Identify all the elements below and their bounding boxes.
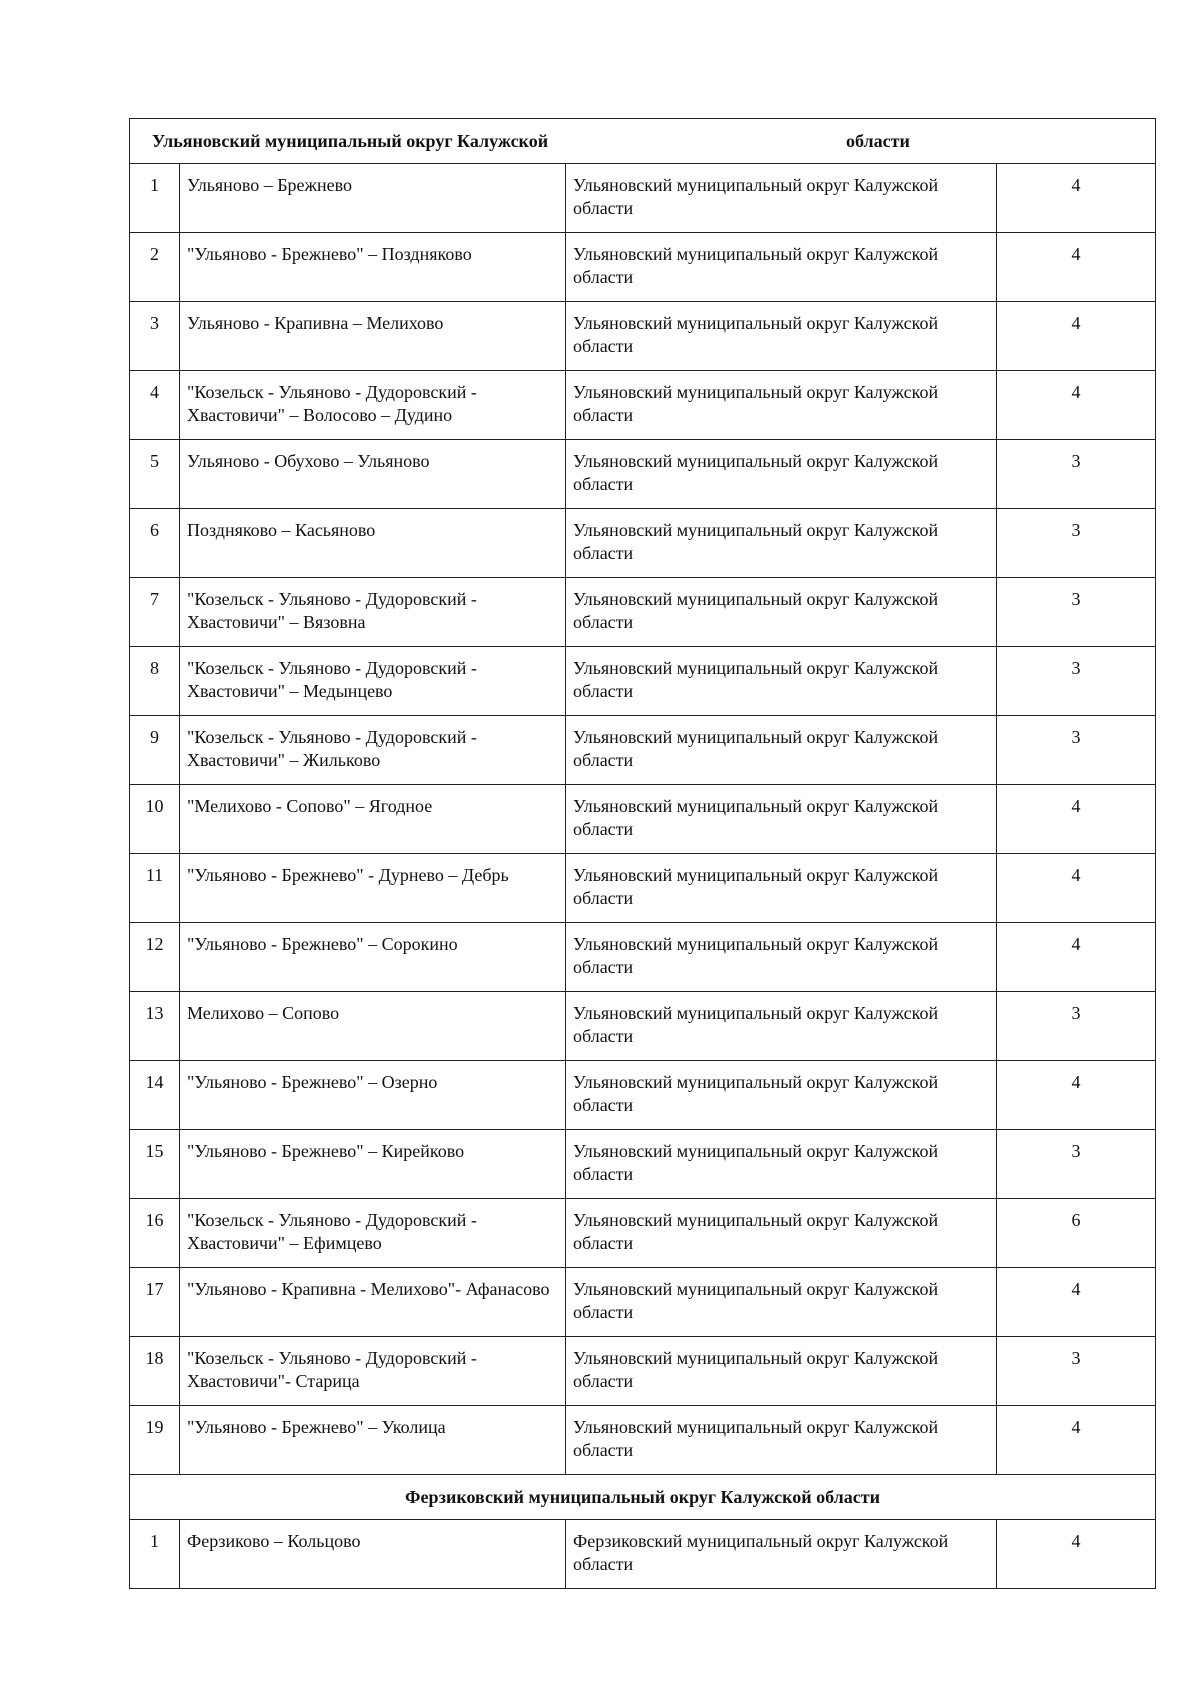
trip-count: 4: [997, 1061, 1156, 1130]
row-number: 8: [130, 647, 180, 716]
row-number: 18: [130, 1337, 180, 1406]
table-row: [130, 854, 1156, 923]
district-name: Ульяновский муниципальный округ Калужской области: [566, 923, 997, 992]
district-name: Ульяновский муниципальный округ Калужской области: [566, 371, 997, 440]
route-name: Поздняково – Касьяново: [180, 509, 566, 578]
table-row: [130, 992, 1156, 1061]
trip-count: 4: [997, 854, 1156, 923]
section-title-left: Ульяновский муниципальный округ Калужской: [152, 131, 549, 151]
district-name: Ульяновский муниципальный округ Калужской области: [566, 785, 997, 854]
trip-count: 3: [997, 509, 1156, 578]
table-row: [130, 1061, 1156, 1130]
route-name: Ульяново - Крапивна – Мелихово: [180, 302, 566, 371]
table-row: [130, 923, 1156, 992]
section-title-right: области: [846, 131, 910, 151]
row-number: 16: [130, 1199, 180, 1268]
table-row: [130, 647, 1156, 716]
district-name: Ульяновский муниципальный округ Калужской области: [566, 302, 997, 371]
district-name: Ульяновский муниципальный округ Калужской области: [566, 647, 997, 716]
trip-count: 4: [997, 1520, 1156, 1589]
row-number: 9: [130, 716, 180, 785]
table-row: [130, 509, 1156, 578]
table-row: [130, 233, 1156, 302]
district-name: Ульяновский муниципальный округ Калужской области: [566, 1199, 997, 1268]
district-name: Ульяновский муниципальный округ Калужской области: [566, 578, 997, 647]
row-number: 14: [130, 1061, 180, 1130]
district-name: Ульяновский муниципальный округ Калужской области: [566, 1337, 997, 1406]
table-row: [130, 440, 1156, 509]
route-name: "Ульяново - Брежнево" - Дурнево – Дебрь: [180, 854, 566, 923]
district-name: Ульяновский муниципальный округ Калужской области: [566, 509, 997, 578]
trip-count: 3: [997, 578, 1156, 647]
row-number: 12: [130, 923, 180, 992]
table-row: [130, 371, 1156, 440]
trip-count: 4: [997, 371, 1156, 440]
table-row: [130, 1199, 1156, 1268]
district-name: Ульяновский муниципальный округ Калужской области: [566, 1130, 997, 1199]
district-name: Ульяновский муниципальный округ Калужской области: [566, 854, 997, 923]
row-number: 5: [130, 440, 180, 509]
row-number: 17: [130, 1268, 180, 1337]
route-name: "Козельск - Ульяново - Дудоровский - Хвастовичи" – Волосово – Дудино: [180, 371, 566, 440]
route-name: "Ульяново - Брежнево" – Озерно: [180, 1061, 566, 1130]
table-row: [130, 302, 1156, 371]
route-name: "Ульяново - Брежнево" – Уколица: [180, 1406, 566, 1475]
table-row: [130, 1268, 1156, 1337]
trip-count: 4: [997, 302, 1156, 371]
trip-count: 4: [997, 785, 1156, 854]
route-name: "Козельск - Ульяново - Дудоровский - Хвастовичи" – Ефимцево: [180, 1199, 566, 1268]
trip-count: 4: [997, 1406, 1156, 1475]
row-number: 13: [130, 992, 180, 1061]
route-name: "Козельск - Ульяново - Дудоровский - Хвастовичи" – Жильково: [180, 716, 566, 785]
district-name: Ульяновский муниципальный округ Калужской области: [566, 440, 997, 509]
section-header-ulyanovsk: [130, 119, 1156, 164]
route-name: "Ульяново - Крапивна - Мелихово"- Афанасово: [180, 1268, 566, 1337]
route-name: Ульяново – Брежнево: [180, 164, 566, 233]
district-name: Ульяновский муниципальный округ Калужской области: [566, 1406, 997, 1475]
trip-count: 3: [997, 647, 1156, 716]
trip-count: 4: [997, 923, 1156, 992]
row-number: 1: [130, 164, 180, 233]
table-row: [130, 1130, 1156, 1199]
trip-count: 3: [997, 1337, 1156, 1406]
trip-count: 4: [997, 233, 1156, 302]
route-name: Мелихово – Сопово: [180, 992, 566, 1061]
table-row: [130, 785, 1156, 854]
route-name: "Мелихово - Сопово" – Ягодное: [180, 785, 566, 854]
row-number: 10: [130, 785, 180, 854]
trip-count: 3: [997, 716, 1156, 785]
row-number: 6: [130, 509, 180, 578]
routes-table-body: [130, 119, 1156, 1589]
section-title-cell: [130, 119, 1156, 164]
trip-count: 4: [997, 1268, 1156, 1337]
trip-count: 6: [997, 1199, 1156, 1268]
route-name: "Козельск - Ульяново - Дудоровский - Хвастовичи" – Медынцево: [180, 647, 566, 716]
district-name: Ферзиковский муниципальный округ Калужской области: [566, 1520, 997, 1589]
route-name: Ульяново - Обухово – Ульяново: [180, 440, 566, 509]
table-row: [130, 1406, 1156, 1475]
route-name: "Козельск - Ульяново - Дудоровский - Хвастовичи"- Старица: [180, 1337, 566, 1406]
section-header-ferzikovo: [130, 1475, 1156, 1520]
table-row: [130, 1337, 1156, 1406]
route-name: "Ульяново - Брежнево" – Сорокино: [180, 923, 566, 992]
routes-table: [129, 118, 1156, 1589]
district-name: Ульяновский муниципальный округ Калужской области: [566, 992, 997, 1061]
route-name: "Ульяново - Брежнево" – Поздняково: [180, 233, 566, 302]
district-name: Ульяновский муниципальный округ Калужской области: [566, 1061, 997, 1130]
table-row: [130, 716, 1156, 785]
table-row: [130, 578, 1156, 647]
route-name: "Козельск - Ульяново - Дудоровский - Хвастовичи" – Вязовна: [180, 578, 566, 647]
trip-count: 3: [997, 1130, 1156, 1199]
trip-count: 4: [997, 164, 1156, 233]
route-name: Ферзиково – Кольцово: [180, 1520, 566, 1589]
row-number: 11: [130, 854, 180, 923]
row-number: 7: [130, 578, 180, 647]
row-number: 3: [130, 302, 180, 371]
section-title: Ферзиковский муниципальный округ Калужской области: [130, 1475, 1156, 1520]
district-name: Ульяновский муниципальный округ Калужской области: [566, 716, 997, 785]
row-number: 2: [130, 233, 180, 302]
district-name: Ульяновский муниципальный округ Калужской области: [566, 233, 997, 302]
row-number: 1: [130, 1520, 180, 1589]
trip-count: 3: [997, 440, 1156, 509]
row-number: 15: [130, 1130, 180, 1199]
district-name: Ульяновский муниципальный округ Калужской области: [566, 164, 997, 233]
trip-count: 3: [997, 992, 1156, 1061]
row-number: 19: [130, 1406, 180, 1475]
route-name: "Ульяново - Брежнево" – Кирейково: [180, 1130, 566, 1199]
row-number: 4: [130, 371, 180, 440]
district-name: Ульяновский муниципальный округ Калужской области: [566, 1268, 997, 1337]
table-row: [130, 164, 1156, 233]
table-row: [130, 1520, 1156, 1589]
